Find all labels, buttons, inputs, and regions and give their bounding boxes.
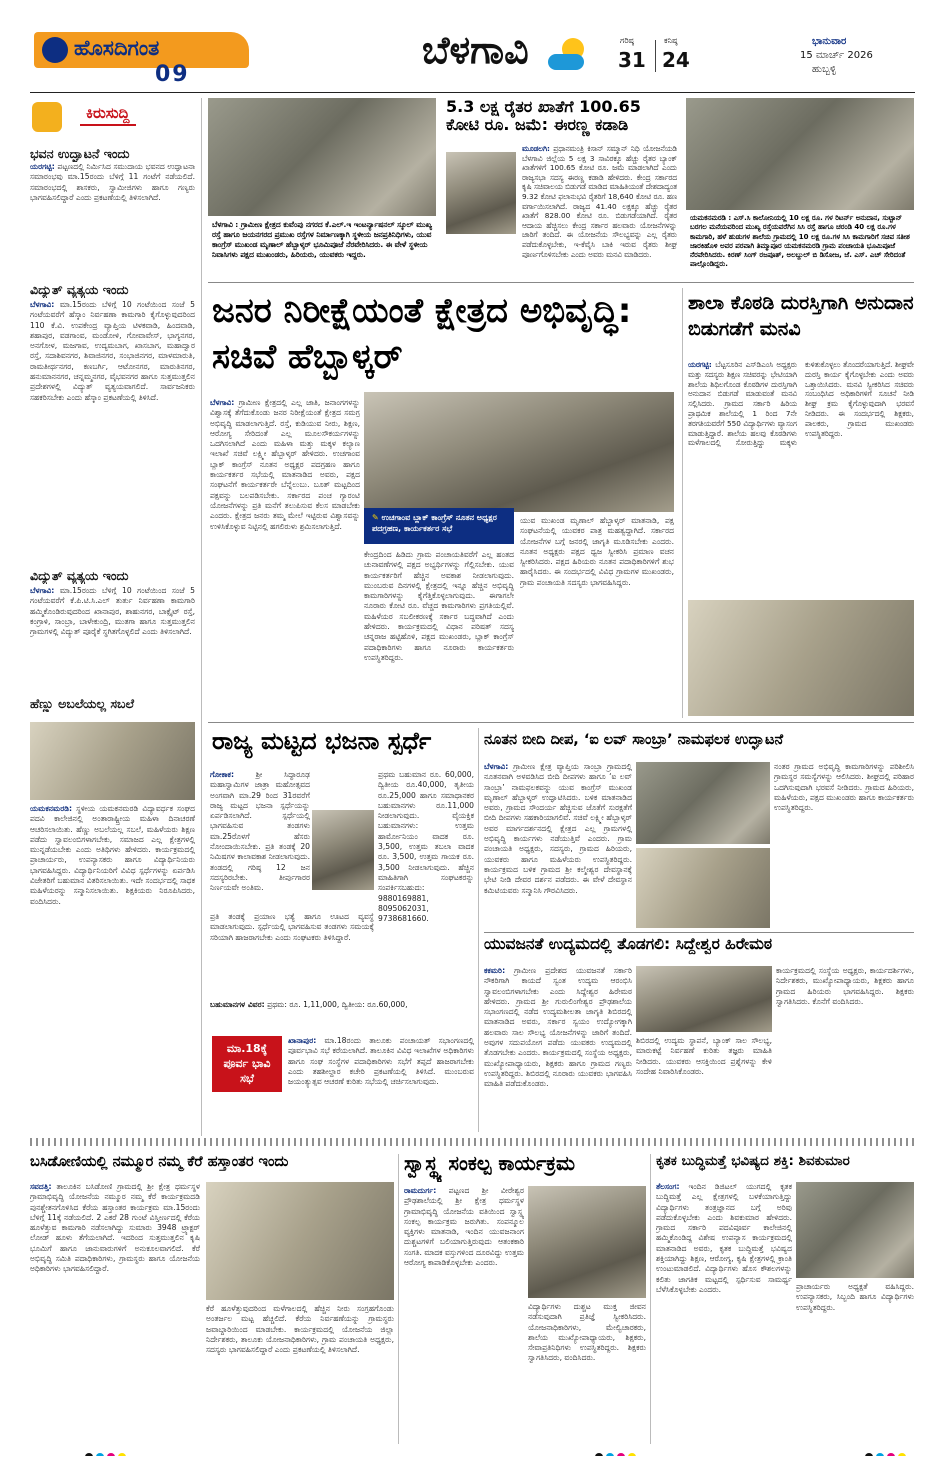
logo-badge: [34, 32, 249, 68]
max-temp-label: ಗರಿಷ್ಠ: [620, 36, 634, 45]
sambra-body-col3: ನಂತರ ಗ್ರಾಮದ ಅಭಿವೃದ್ಧಿ ಕಾಮಗಾರಿಗಳನ್ನು ಪರಿಶೀಲಿಸಿ ಗ್ರಾಮಸ್ಥರ ಸಮಸ್ಯೆಗಳನ್ನು ಆಲಿಸಿದರು. ಶೀಘ್ರದಲ್ಲಿ ಪರಿಹಾರ ಒದಗಿಸುವುದಾಗಿ ಭರವಸೆ ನೀಡಿದರು. ಗ್ರಾಮದ ಹಿರಿಯರು, ಮಹಿಳೆಯರು, ಪಕ್ಷದ ಮುಖಂಡರು ಹಾಗೂ ಕಾರ್ಯಕರ್ತರು ಉಪಸ್ಥಿತರಿದ್ದರು.: [774, 762, 914, 813]
edition-title: ಬೆಳಗಾವಿ: [422, 28, 529, 72]
masthead-rule: [30, 92, 915, 93]
lead-photo-caption: ✎ ಉಚಗಾಂವ ಬ್ಲಾಕ್ ಕಾಂಗ್ರೆಸ್ ನೂತನ ಅಧ್ಯಕ್ಷರ ಪದಗ್ರಹಣ, ಕಾರ್ಯಕರ್ತರ ಸಭೆ: [364, 508, 514, 544]
pencil-icon: ✎: [372, 513, 382, 522]
brief-4-headline: ಹೆಣ್ಣು ಅಬಲೆಯಲ್ಲ ಸಬಲೆ: [30, 696, 135, 711]
sabha-label-box: ಮಾ.18ಕ್ಕೆ ಪೂರ್ವ ಭಾವಿ ಸಭೆ: [212, 1036, 282, 1092]
brief-2-body: ಬೆಳಗಾವಿ: ಮಾ.15ರಂದು ಬೆಳಿಗ್ಗೆ 10 ಗಂಟೆಯಿಂದ ಸಂಜೆ 5 ಗಂಟೆಯವರೆಗೆ ಹೆಸ್ಕಾಂ ನಿರ್ವಹಣಾ ಕಾಮಗಾರಿ ಕೈಗೊಳ್ಳುವುದರಿಂದ 110 ಕೆ.ವಿ. ಉಪಕೇಂದ್ರ ವ್ಯಾಪ್ತಿಯ ಟಿಳಕವಾಡಿ, ಹಿಂದವಾಡಿ, ಶಹಾಪುರ, ವಡಗಾಂವ, ಮಂಡೋಳಿ, ಗೋವಾವೇಸ್, ಭಾಗ್ಯನಗರ, ಅನಗೋಳ, ಮಜಗಾವ, ಉದ್ಯಮಬಾಗ, ಖಾಸಬಾಗ, ಮಹಾದ್ವಾರ ರಸ್ತೆ, ಸದಾಶಿವನಗರ, ಶಿವಾಜಿನಗರ, ಸಂಭಾಜಿನಗರ, ಮಾಳಮಾರುತಿ, ರಾಮತೀರ್ಥನಗರ, ಕಣಬರ್ಗಿ, ಆಟೋನಗರ, ಮಾರುತಿನಗರ, ಹನುಮಾನನಗರ, ಚನ್ನಮ್ಮನಗರ, ವೈಭವನಗರ ಹಾಗೂ ಸುತ್ತಮುತ್ತಲಿನ ಪ್ರದೇಶಗಳಲ್ಲಿ ವಿದ್ಯುತ್ ವ್ಯತ್ಯಯವಾಗಲಿದೆ. ಸಾರ್ವಜನಿಕರು ಸಹಕರಿಸಬೇಕು ಎಂದು ಹೆಸ್ಕಾಂ ಪ್ರಕಟಣೆಯಲ್ಲಿ ತಿಳಿಸಿದೆ.: [30, 300, 195, 402]
womens-day-photo: [30, 722, 195, 800]
kadadi-headline: 5.3 ಲಕ್ಷ ರೈತರ ಖಾತೆಗೆ 100.65 ಕೋಟಿ ರೂ. ಜಮೆ: ಈರಣ್ಣ ಕಡಾಡಿ: [446, 98, 641, 135]
ai-headline: ಕೃತಕ ಬುದ್ಧಿಮತ್ತೆ ಭವಿಷ್ಯದ ಶಕ್ತಿ: ಶಿವಕುಮಾರ: [656, 1154, 850, 1169]
bhajana-body-col1b: ಪ್ರತಿ ತಂಡಕ್ಕೆ ಪ್ರಯಾಣ ಭತ್ಯೆ ಹಾಗೂ ಊಟದ ವ್ಯವಸ್ಥೆ ಮಾಡಲಾಗುವುದು. ಸ್ಪರ್ಧೆಯಲ್ಲಿ ಭಾಗವಹಿಸುವ ತಂಡಗಳು ಸಮಯಕ್ಕೆ ಸರಿಯಾಗಿ ಹಾಜರಾಗಬೇಕು ಎಂದು ಸಂಘಟಕರು ತಿಳಿಸಿದ್ದಾರೆ.: [210, 912, 374, 942]
sambra-headline: ನೂತನ ಬೀದಿ ದೀಪ, ‘ಐ ಲವ್ ಸಾಂಬ್ರಾ’ ನಾಮಫಲಕ ಉದ್ಘಾಟನೆ: [484, 732, 784, 748]
bhajana-body-col2: ಪ್ರಥಮ ಬಹುಮಾನ ರೂ. 60,000, ದ್ವಿತೀಯ ರೂ.40,000, ತೃತೀಯ ರೂ.25,000 ಹಾಗೂ ಸಮಾಧಾನಕರ ಬಹುಮಾನಗಳು ರೂ.11,000 ನೀಡಲಾಗುವುದು. ವೈಯಕ್ತಿಕ ಬಹುಮಾನಗಳು: ಉತ್ತಮ ಹಾರ್ಮೋನಿಯಂ ವಾದಕ ರೂ. 3,500, ಉತ್ತಮ ತಬಲಾ ವಾದಕ ರೂ. 3,500, ಉತ್ತಮ ಗಾಯಕ ರೂ. 3,500 ನೀಡಲಾಗುವುದು. ಹೆಚ್ಚಿನ ಮಾಹಿತಿಗಾಗಿ ಸಂಘಟಕರನ್ನು ಸಂಪರ್ಕಿಸಬಹುದು: 9880169881, 8095062031, 9738681660.: [378, 770, 474, 924]
brief-3-headline: ವಿದ್ಯುತ್ ವ್ಯತ್ಯಯ ಇಂದು: [30, 568, 129, 583]
health-body-col1: ರಾಮದುರ್ಗ: ಪಟ್ಟಣದ ಶ್ರೀ ವೀರೇಶ್ವರ ಪ್ರೌಢಶಾಲೆಯಲ್ಲಿ ಶ್ರೀ ಕ್ಷೇತ್ರ ಧರ್ಮಸ್ಥಳ ಗ್ರಾಮಾಭಿವೃದ್ಧಿ ಯೋಜನೆಯ ವತಿಯಿಂದ ಸ್ವಾಸ್ಥ್ಯ ಸಂಕಲ್ಪ ಕಾರ್ಯಕ್ರಮ ಜರುಗಿತು. ಸಂಪನ್ಮೂಲ ವ್ಯಕ್ತಿಗಳು ಮಾತನಾಡಿ, ಇಂದಿನ ಯುವಜನಾಂಗ ದುಶ್ಚಟಗಳಿಗೆ ಬಲಿಯಾಗುತ್ತಿರುವುದು ಆತಂಕಕಾರಿ ಸಂಗತಿ. ಮಾದಕ ವಸ್ತುಗಳಿಂದ ದೂರವಿದ್ದು ಉತ್ತಮ ಆರೋಗ್ಯ ಕಾಪಾಡಿಕೊಳ್ಳಬೇಕು ಎಂದರು.: [404, 1186, 524, 1268]
logo-emblem-icon: [42, 37, 68, 63]
kere-body-col2: ಕೆರೆ ಹೂಳೆತ್ತುವುದರಿಂದ ಮಳೆಗಾಲದಲ್ಲಿ ಹೆಚ್ಚಿನ ನೀರು ಸಂಗ್ರಹಗೊಂಡು ಅಂತರ್ಜಲ ಮಟ್ಟ ಹೆಚ್ಚಲಿದೆ. ಕೆರೆಯ ನಿರ್ವಹಣೆಯನ್ನು ಗ್ರಾಮಸ್ಥರು ಜವಾಬ್ದಾರಿಯಿಂದ ಮಾಡಬೇಕು. ಕಾರ್ಯಕ್ರಮದಲ್ಲಿ ಯೋಜನೆಯ ಜಿಲ್ಲಾ ನಿರ್ದೇಶಕರು, ತಾಲೂಕು ಯೋಜನಾಧಿಕಾರಿಗಳು, ಗ್ರಾಮ ಪಂಚಾಯತಿ ಅಧ್ಯಕ್ಷರು, ಸದಸ್ಯರು ಭಾಗವಹಿಸಲಿದ್ದಾರೆ ಎಂದು ಪ್ರಕಟಣೆಯಲ್ಲಿ ತಿಳಿಸಲಾಗಿದೆ.: [206, 1304, 394, 1355]
brief-3-body: ಬೆಳಗಾವಿ: ಮಾ.15ರಂದು ಬೆಳಿಗ್ಗೆ 10 ಗಂಟೆಯಿಂದ ಸಂಜೆ 5 ಗಂಟೆಯವರೆಗೆ ಕೆ.ಪಿ.ಟಿ.ಸಿ.ಎಲ್ ತುರ್ತು ನಿರ್ವಹಣಾ ಕಾಮಗಾರಿ ಹಮ್ಮಿಕೊಂಡಿರುವುದರಿಂದ ಖಾನಾಪುರ, ಶಾಹುನಗರ, ಬಾಕ್ಸೈಟ್ ರಸ್ತೆ, ಕಂಗ್ರಾಳಿ, ಸಾಂಬ್ರಾ, ಬಾಳೇಕುಂದ್ರಿ, ಮುತಗಾ ಹಾಗೂ ಸುತ್ತಮುತ್ತಲಿನ ಗ್ರಾಮಗಳಲ್ಲಿ ವಿದ್ಯುತ್ ಪೂರೈಕೆ ಸ್ಥಗಿತಗೊಳ್ಳಲಿದೆ ಎಂದು ತಿಳಿಸಲಾಗಿದೆ.: [30, 586, 195, 637]
school-photo: [688, 600, 914, 716]
kere-body-col1: ಸವದತ್ತಿ: ತಾಲೂಕಿನ ಬಸಿಡೋಣಿ ಗ್ರಾಮದಲ್ಲಿ ಶ್ರೀ ಕ್ಷೇತ್ರ ಧರ್ಮಸ್ಥಳ ಗ್ರಾಮಾಭಿವೃದ್ಧಿ ಯೋಜನೆಯ ನಮ್ಮೂರ ನಮ್ಮ ಕೆರೆ ಕಾರ್ಯಕ್ರಮದಡಿ ಪುನಶ್ಚೇತನಗೊಳಿಸಿದ ಕೆರೆಯ ಹಸ್ತಾಂತರ ಕಾರ್ಯಕ್ರಮ ಮಾ.15ರಂದು ಬೆಳಿಗ್ಗೆ 11ಕ್ಕೆ ನಡೆಯಲಿದೆ. 2 ಎಕರೆ 28 ಗುಂಟೆ ವಿಸ್ತೀರ್ಣದಲ್ಲಿ ಕೆರೆಯ ಹೂಳೆತ್ತುವ ಕಾಮಗಾರಿ ನಡೆಸಲಾಗಿದ್ದು ಸುಮಾರು 3948 ಟ್ರ್ಯಾಕ್ಟರ್ ಲೋಡ್ ಹೂಳು ತೆಗೆಯಲಾಗಿದೆ. ಇದರಿಂದ ಸುತ್ತಮುತ್ತಲಿನ ಕೃಷಿ ಭೂಮಿಗೆ ಹಾಗೂ ಜಾನುವಾರುಗಳಿಗೆ ಅನುಕೂಲವಾಗಲಿದೆ. ಕೆರೆ ಅಭಿವೃದ್ಧಿ ಸಮಿತಿ ಪದಾಧಿಕಾರಿಗಳು, ಗ್ರಾಮಸ್ಥರು ಹಾಗೂ ಯೋಜನೆಯ ಅಧಿಕಾರಿಗಳು ಭಾಗವಹಿಸಲಿದ್ದಾರೆ.: [30, 1182, 200, 1274]
bhajana-prizes: ಬಹುಮಾನಗಳ ವಿವರ: ಪ್ರಥಮ: ರೂ. 1,11,000, ದ್ವಿತೀಯ: ರೂ.60,000,: [210, 1000, 408, 1009]
bhajana-portrait: [312, 810, 374, 890]
ai-photo: [796, 1182, 914, 1278]
sabha-body: ಖಾನಾಪುರ: ಮಾ.18ರಂದು ತಾಲೂಕು ಪಂಚಾಯತ್ ಸಭಾಂಗಣದಲ್ಲಿ ಪೂರ್ವಭಾವಿ ಸಭೆ ಕರೆಯಲಾಗಿದೆ. ತಾಲೂಕಿನ ವಿವಿಧ ಇಲಾಖೆಗಳ ಅಧಿಕಾರಿಗಳು ಹಾಗೂ ಸಂಘ ಸಂಸ್ಥೆಗಳ ಪದಾಧಿಕಾರಿಗಳು ಸಭೆಗೆ ತಪ್ಪದೆ ಹಾಜರಾಗಬೇಕು ಎಂದು ತಹಶೀಲ್ದಾರ ಕಚೇರಿ ಪ್ರಕಟಣೆಯಲ್ಲಿ ತಿಳಿಸಿದೆ. ಮುಂಬರುವ ಜಯಂತ್ಯುತ್ಸವ ಆಚರಣೆ ಕುರಿತು ಸಭೆಯಲ್ಲಿ ಚರ್ಚಿಸಲಾಗುವುದು.: [288, 1036, 474, 1087]
brief-1-body: ಯರಗಟ್ಟಿ: ಪಟ್ಟಣದಲ್ಲಿ ನಿರ್ಮಿಸಿದ ಸಮುದಾಯ ಭವನದ ಉದ್ಘಾಟನಾ ಸಮಾರಂಭವು ಮಾ.15ರಂದು ಬೆಳಿಗ್ಗೆ 11 ಗಂಟೆಗೆ ನಡೆಯಲಿದೆ. ಸಮಾರಂಭದಲ್ಲಿ ಶಾಸಕರು, ಸ್ವಾಮೀಜಿಗಳು ಹಾಗೂ ಗಣ್ಯರು ಭಾಗವಹಿಸಲಿದ್ದಾರೆ ಎಂದು ಪ್ರಕಟಣೆಯಲ್ಲಿ ತಿಳಿಸಲಾಗಿದೆ.: [30, 162, 195, 202]
date: 15 ಮಾರ್ಚ್ 2026: [800, 50, 873, 61]
kiru-suddi-column: [30, 98, 195, 723]
lead-photo: [364, 392, 674, 512]
lead-body-col2: ಕೇಂದ್ರದಿಂದ ಹಿಡಿದು ಗ್ರಾಮ ಪಂಚಾಯತಿವರೆಗೆ ಎಲ್ಲ ಹಂತದ ಚುನಾವಣೆಗಳಲ್ಲಿ ಪಕ್ಷದ ಅಭ್ಯರ್ಥಿಗಳನ್ನು ಗೆಲ್ಲಿಸಬೇಕು. ಯುವ ಕಾರ್ಯಕರ್ತರಿಗೆ ಹೆಚ್ಚಿನ ಅವಕಾಶ ನೀಡಲಾಗುವುದು. ಮುಂಬರುವ ದಿನಗಳಲ್ಲಿ ಕ್ಷೇತ್ರದಲ್ಲಿ ಇನ್ನೂ ಹೆಚ್ಚಿನ ಅಭಿವೃದ್ಧಿ ಕಾಮಗಾರಿಗಳನ್ನು ಕೈಗೆತ್ತಿಕೊಳ್ಳಲಾಗುವುದು. ಈಗಾಗಲೇ ನೂರಾರು ಕೋಟಿ ರೂ. ವೆಚ್ಚದ ಕಾಮಗಾರಿಗಳು ಪ್ರಗತಿಯಲ್ಲಿವೆ. ಮಹಿಳೆಯರ ಸಬಲೀಕರಣಕ್ಕೆ ಸರ್ಕಾರ ಬದ್ಧವಾಗಿದೆ ಎಂದು ಹೇಳಿದರು. ಕಾರ್ಯಕ್ರಮದಲ್ಲಿ ವಿಧಾನ ಪರಿಷತ್ ಸದಸ್ಯ ಚನ್ನರಾಜ ಹಟ್ಟಿಹೊಳಿ, ಪಕ್ಷದ ಮುಖಂಡರು, ಬ್ಲಾಕ್ ಕಾಂಗ್ರೆಸ್ ಪದಾಧಿಕಾರಿಗಳು ಹಾಗೂ ನೂರಾರು ಕಾರ್ಯಕರ್ತರು ಉಪಸ್ಥಿತರಿದ್ದರು.: [364, 550, 514, 662]
kiru-label: ಕಿರುಸುದ್ದಿ: [80, 104, 136, 126]
brief-2-headline: ವಿದ್ಯುತ್ ವ್ಯತ್ಯಯ ಇಂದು: [30, 282, 129, 297]
sc-colony-photo: [686, 98, 914, 210]
yuva-body-col3: ಕಾರ್ಯಕ್ರಮದಲ್ಲಿ ಸಂಸ್ಥೆಯ ಅಧ್ಯಕ್ಷರು, ಕಾರ್ಯದರ್ಶಿಗಳು, ನಿರ್ದೇಶಕರು, ಮುಖ್ಯೋಪಾಧ್ಯಾಯರು, ಶಿಕ್ಷಕರು ಹಾಗೂ ಗ್ರಾಮದ ಹಿರಿಯರು ಭಾಗವಹಿಸಿದ್ದರು. ಶಿಕ್ಷಕರು ಸ್ವಾಗತಿಸಿದರು. ಕೊನೆಗೆ ವಂದಿಸಿದರು.: [776, 966, 914, 1006]
brief-4-body: ಯಮಕನಮರಡಿ: ಸ್ಥಳೀಯ ಯಮಕನಮರಡಿ ವಿದ್ಯಾವರ್ಧಕ ಸಂಘದ ಪದವಿ ಕಾಲೇಜಿನಲ್ಲಿ ಅಂತಾರಾಷ್ಟ್ರೀಯ ಮಹಿಳಾ ದಿನಾಚರಣೆ ಆಚರಿಸಲಾಯಿತು. ಹೆಣ್ಣು ಅಬಲೆಯಲ್ಲ ಸಬಲೆ, ಮಹಿಳೆಯರು ಶಿಕ್ಷಣ ಪಡೆದು ಸ್ವಾವಲಂಬಿಗಳಾಗಬೇಕು, ಸಮಾಜದ ಎಲ್ಲ ಕ್ಷೇತ್ರಗಳಲ್ಲಿ ಮುನ್ನಡೆಯಬೇಕು ಎಂದು ಅತಿಥಿಗಳು ಹೇಳಿದರು. ಕಾರ್ಯಕ್ರಮದಲ್ಲಿ ಪ್ರಾಚಾರ್ಯರು, ಉಪನ್ಯಾಸಕರು ಹಾಗೂ ವಿದ್ಯಾರ್ಥಿನಿಯರು ಭಾಗವಹಿಸಿದ್ದರು. ವಿದ್ಯಾರ್ಥಿನಿಯರಿಗೆ ವಿವಿಧ ಸ್ಪರ್ಧೆಗಳನ್ನು ಏರ್ಪಡಿಸಿ ವಿಜೇತರಿಗೆ ಬಹುಮಾನ ವಿತರಿಸಲಾಯಿತು. ಇದೇ ಸಂದರ್ಭದಲ್ಲಿ ಸಾಧಕ ಮಹಿಳೆಯರನ್ನು ಸನ್ಮಾನಿಸಲಾಯಿತು. ಶಿಕ್ಷಕಿಯರು ನಿರೂಪಿಸಿದರು, ವಂದಿಸಿದರು.: [30, 804, 195, 906]
min-temp: 24: [662, 48, 690, 72]
day: ಭಾನುವಾರ: [812, 36, 847, 47]
health-photo: [528, 1186, 646, 1298]
registration-marks-3: [865, 1446, 925, 1456]
paper-name: ಹೊಸದಿಗಂತ: [74, 36, 160, 60]
sambra-body-col1: ಬೆಳಗಾವಿ: ಗ್ರಾಮೀಣ ಕ್ಷೇತ್ರ ವ್ಯಾಪ್ತಿಯ ಸಾಂಬ್ರಾ ಗ್ರಾಮದಲ್ಲಿ ನೂತನವಾಗಿ ಅಳವಡಿಸಿದ ಬೀದಿ ದೀಪಗಳು ಹಾಗೂ ‘ಐ ಲವ್ ಸಾಂಬ್ರಾ’ ನಾಮಫಲಕವನ್ನು ಯುವ ಕಾಂಗ್ರೆಸ್ ಮುಖಂಡ ಮೃಣಾಲ್ ಹೆಬ್ಬಾಳ್ಕರ್ ಉದ್ಘಾಟಿಸಿದರು. ಬಳಿಕ ಮಾತನಾಡಿದ ಅವರು, ಗ್ರಾಮದ ಸೌಂದರ್ಯ ಹೆಚ್ಚಿಸುವ ಜೊತೆಗೆ ಸುರಕ್ಷತೆಗೆ ಬೀದಿ ದೀಪಗಳು ಸಹಕಾರಿಯಾಗಲಿವೆ. ಸಚಿವೆ ಲಕ್ಷ್ಮೀ ಹೆಬ್ಬಾಳ್ಕರ್ ಅವರ ಮಾರ್ಗದರ್ಶನದಲ್ಲಿ ಕ್ಷೇತ್ರದ ಎಲ್ಲ ಗ್ರಾಮಗಳಲ್ಲಿ ಅಭಿವೃದ್ಧಿ ಕಾರ್ಯಗಳು ನಡೆಯುತ್ತಿವೆ ಎಂದರು. ಗ್ರಾಮ ಪಂಚಾಯತಿ ಅಧ್ಯಕ್ಷರು, ಸದಸ್ಯರು, ಗ್ರಾಮದ ಹಿರಿಯರು, ಯುವಕರು ಹಾಗೂ ಮಹಿಳೆಯರು ಉಪಸ್ಥಿತರಿದ್ದರು. ಕಾರ್ಯಕ್ರಮದ ಬಳಿಕ ಗ್ರಾಮದ ಶ್ರೀ ಕಲ್ಮೇಶ್ವರ ದೇವಸ್ಥಾನಕ್ಕೆ ಭೇಟಿ ನೀಡಿ ದೇವರ ದರ್ಶನ ಪಡೆದರು. ಈ ವೇಳೆ ದೇವಸ್ಥಾನ ಕಮಿಟಿಯವರು ಸನ್ಮಾನಿಸಿ ಗೌರವಿಸಿದರು.: [484, 762, 632, 895]
sc-colony-caption: ಯಮಕನಮರಡಿ : ಎಸ್.ಸಿ ಕಾಲೋನಿಯಲ್ಲಿ 10 ಲಕ್ಷ ರೂ. ಗಳ ರಿಟರ್ನ್ ಅನುದಾನ, ಸುಟ್ಟಾನ್ ಬರಗಲ ಮನೆಯವರಿಂದ ಮುಖ್ಯ ರಸ್ತೆಯವರೆಗಿನ ಸಿಸಿ ರಸ್ತೆ ಹಾಗೂ ಚರಂಡಿ 40 ಲಕ್ಷ ರೂ.ಗಳ ಕಾಮಗಾರಿ, ಹಳೆ ಹುಡುಗಳ ಶಾಲೆಯ ಗ್ರಾಮದಲ್ಲಿ 10 ಲಕ್ಷ ರೂ.ಗಳ ಸಿಸಿ ಕಾಮಗಾರಿಗೆ ಸಚಿವ ಸತೀಶ ಜಾರಕಿಹೊಳಿ ಅವರ ಪರವಾಗಿ ತಿಮ್ಮಾಪೂರ ಯಮಕನಮರಡಿ ಗ್ರಾಮ ಪಂಚಾಯತಿ ಭೂಮಿಪೂಜೆ ನೆರವೇರಿಸಿದರು. ಕಿರಣ್ ಸಿಂಗ್ ರಜಪೂತ್, ಅಲಬ್ದುಲ್ ಬಿ ಡಿಸೋಜ, ಜೆ. ಎಸ್. ಎಚ್ ಸೇರಿದಂತೆ ಪಾಲ್ಗೊಂಡಿದ್ದರು.: [686, 212, 914, 278]
yuva-body-col2: ಶಿಬಿರದಲ್ಲಿ ಉದ್ಯಮ ಸ್ಥಾಪನೆ, ಬ್ಯಾಂಕ್ ಸಾಲ ಸೌಲಭ್ಯ, ಮಾರುಕಟ್ಟೆ ನಿರ್ವಹಣೆ ಕುರಿತು ತಜ್ಞರು ಮಾಹಿತಿ ನೀಡಿದರು. ಯುವಕರು ಆಸಕ್ತಿಯಿಂದ ಪ್ರಶ್ನೆಗಳನ್ನು ಕೇಳಿ ಸಂದೇಹ ನಿವಾರಿಸಿಕೊಂಡರು.: [636, 1036, 772, 1076]
min-temp-label: ಕನಿಷ್ಠ: [664, 36, 678, 45]
thumbs-icon: [32, 102, 62, 132]
ai-body-col1: ತೆಲಸಂಗ: ಇಂದಿನ ಡಿಜಿಟಲ್ ಯುಗದಲ್ಲಿ ಕೃತಕ ಬುದ್ಧಿಮತ್ತೆ ಎಲ್ಲ ಕ್ಷೇತ್ರಗಳಲ್ಲಿ ಬಳಕೆಯಾಗುತ್ತಿದ್ದು ವಿದ್ಯಾರ್ಥಿಗಳು ತಂತ್ರಜ್ಞಾನದ ಬಗ್ಗೆ ಅರಿವು ಪಡೆದುಕೊಳ್ಳಬೇಕು ಎಂದು ಶಿವಕುಮಾರ ಹೇಳಿದರು. ಗ್ರಾಮದ ಸರ್ಕಾರಿ ಪದವಿಪೂರ್ವ ಕಾಲೇಜಿನಲ್ಲಿ ಹಮ್ಮಿಕೊಂಡಿದ್ದ ವಿಶೇಷ ಉಪನ್ಯಾಸ ಕಾರ್ಯಕ್ರಮದಲ್ಲಿ ಮಾತನಾಡಿದ ಅವರು, ಕೃತಕ ಬುದ್ಧಿಮತ್ತೆ ಭವಿಷ್ಯದ ಶಕ್ತಿಯಾಗಿದ್ದು ಶಿಕ್ಷಣ, ಆರೋಗ್ಯ, ಕೃಷಿ ಕ್ಷೇತ್ರಗಳಲ್ಲಿ ಕ್ರಾಂತಿ ಉಂಟುಮಾಡಲಿದೆ. ವಿದ್ಯಾರ್ಥಿಗಳು ಹೊಸ ಕೌಶಲಗಳನ್ನು ಕಲಿತು ಜಾಗತಿಕ ಮಟ್ಟದಲ್ಲಿ ಸ್ಪರ್ಧಿಸುವ ಸಾಮರ್ಥ್ಯ ಬೆಳೆಸಿಕೊಳ್ಳಬೇಕು ಎಂದರು.: [656, 1182, 792, 1294]
health-headline: ಸ್ವಾಸ್ಥ್ಯ ಸಂಕಲ್ಪ ಕಾರ್ಯಕ್ರಮ: [404, 1152, 576, 1175]
health-body-col2: ವಿದ್ಯಾರ್ಥಿಗಳು ದುಶ್ಚಟ ಮುಕ್ತ ಜೀವನ ನಡೆಸುವುದಾಗಿ ಪ್ರತಿಜ್ಞೆ ಸ್ವೀಕರಿಸಿದರು. ಯೋಜನಾಧಿಕಾರಿಗಳು, ಮೇಲ್ವಿಚಾರಕರು, ಶಾಲೆಯ ಮುಖ್ಯೋಪಾಧ್ಯಾಯರು, ಶಿಕ್ಷಕರು, ಸೇವಾಪ್ರತಿನಿಧಿಗಳು ಉಪಸ್ಥಿತರಿದ್ದರು. ಶಿಕ್ಷಕರು ಸ್ವಾಗತಿಸಿದರು, ವಂದಿಸಿದರು.: [528, 1302, 646, 1363]
weather-icon: [548, 38, 588, 74]
bottom-divider: [30, 1138, 915, 1146]
registration-marks-2: [595, 1446, 655, 1456]
kere-photo: [206, 1182, 394, 1300]
bhajana-headline: ರಾಜ್ಯ ಮಟ್ಟದ ಭಜನಾ ಸ್ಪರ್ಧೆ: [212, 728, 432, 755]
lead-body-col3: ಯುವ ಮುಖಂಡ ಮೃಣಾಲ್ ಹೆಬ್ಬಾಳ್ಕರ್ ಮಾತನಾಡಿ, ಪಕ್ಷ ಸಂಘಟನೆಯಲ್ಲಿ ಯುವಕರ ಪಾತ್ರ ಮಹತ್ವದ್ದಾಗಿದೆ. ಸರ್ಕಾರದ ಯೋಜನೆಗಳ ಬಗ್ಗೆ ಜನರಲ್ಲಿ ಜಾಗೃತಿ ಮೂಡಿಸಬೇಕು ಎಂದರು. ನೂತನ ಅಧ್ಯಕ್ಷರು ಪಕ್ಷದ ಧ್ವಜ ಸ್ವೀಕರಿಸಿ ಪ್ರಮಾಣ ವಚನ ಸ್ವೀಕರಿಸಿದರು. ಪಕ್ಷದ ಹಿರಿಯರು ನೂತನ ಪದಾಧಿಕಾರಿಗಳಿಗೆ ಶುಭ ಹಾರೈಸಿದರು. ಈ ಸಂದರ್ಭದಲ್ಲಿ ವಿವಿಧ ಗ್ರಾಮಗಳ ಮುಖಂಡರು, ಗ್ರಾಮ ಪಂಚಾಯತಿ ಸದಸ್ಯರು ಭಾಗವಹಿಸಿದ್ದರು.: [520, 516, 674, 587]
bhajana-body-col1: ಗೋಕಾಕ: ಶ್ರೀ ಸಿದ್ಧಾರೂಢ ಮಹಾಸ್ವಾಮಿಗಳ ಜಾತ್ರಾ ಮಹೋತ್ಸವದ ಅಂಗವಾಗಿ ಮಾ.29 ರಿಂದ 31ರವರೆಗೆ ರಾಜ್ಯ ಮಟ್ಟದ ಭಜನಾ ಸ್ಪರ್ಧೆಯನ್ನು ಏರ್ಪಡಿಸಲಾಗಿದೆ. ಸ್ಪರ್ಧೆಯಲ್ಲಿ ಭಾಗವಹಿಸುವ ತಂಡಗಳು ಮಾ.25ರೊಳಗೆ ಹೆಸರು ನೋಂದಾಯಿಸಬೇಕು. ಪ್ರತಿ ತಂಡಕ್ಕೆ 20 ನಿಮಿಷಗಳ ಕಾಲಾವಕಾಶ ನೀಡಲಾಗುವುದು. ತಂಡದಲ್ಲಿ ಗರಿಷ್ಠ 12 ಜನ ಸದಸ್ಯರಿರಬೇಕು. ತೀರ್ಪುಗಾರರ ನಿರ್ಣಯವೇ ಅಂತಿಮ.: [210, 770, 310, 893]
city: ಹುಬ್ಬಳ್ಳಿ: [812, 64, 837, 75]
kiru-header: [30, 100, 195, 134]
masthead: [0, 0, 945, 96]
sambra-photo-2: [636, 848, 770, 928]
yuva-photo: [636, 966, 772, 1032]
road-bhoomipuja-photo: [208, 98, 436, 216]
yuva-body-col1: ಕಕಮರಿ: ಗ್ರಾಮೀಣ ಪ್ರದೇಶದ ಯುವಜನತೆ ಸರ್ಕಾರಿ ನೌಕರಿಗಾಗಿ ಕಾಯದೆ ಸ್ವಂತ ಉದ್ಯಮ ಆರಂಭಿಸಿ ಸ್ವಾವಲಂಬಿಗಳಾಗಬೇಕು ಎಂದು ಸಿದ್ದೇಶ್ವರ ಹಿರೇಮಠ ಹೇಳಿದರು. ಗ್ರಾಮದ ಶ್ರೀ ಗುರುಲಿಂಗೇಶ್ವರ ಪ್ರೌಢಶಾಲೆಯ ಸಭಾಂಗಣದಲ್ಲಿ ನಡೆದ ಉದ್ಯಮಶೀಲತಾ ಜಾಗೃತಿ ಶಿಬಿರದಲ್ಲಿ ಮಾತನಾಡಿದ ಅವರು, ಸರ್ಕಾರ ಸ್ವಯಂ ಉದ್ಯೋಗಕ್ಕಾಗಿ ಹಲವಾರು ಸಾಲ ಸೌಲಭ್ಯ ಯೋಜನೆಗಳನ್ನು ಜಾರಿಗೆ ತಂದಿದೆ. ಅವುಗಳ ಸದುಪಯೋಗ ಪಡೆದು ಯುವಕರು ಉದ್ಯಮದಲ್ಲಿ ತೊಡಗಬೇಕು ಎಂದರು. ಕಾರ್ಯಕ್ರಮದಲ್ಲಿ ಸಂಸ್ಥೆಯ ಅಧ್ಯಕ್ಷರು, ಮುಖ್ಯೋಪಾಧ್ಯಾಯರು, ಶಿಕ್ಷಕರು ಹಾಗೂ ಗ್ರಾಮದ ಗಣ್ಯರು ಉಪಸ್ಥಿತರಿದ್ದರು. ಶಿಬಿರದಲ್ಲಿ ನೂರಾರು ಯುವಕರು ಭಾಗವಹಿಸಿ ಮಾಹಿತಿ ಪಡೆದುಕೊಂಡರು.: [484, 966, 632, 1089]
school-body: ಯರಗಟ್ಟಿ: ಬೆಟ್ಟಸೂರಿನ ಎಸ್‌ಡಿಎಂಸಿ ಅಧ್ಯಕ್ಷರು ಮತ್ತು ಸದಸ್ಯರು ಶಿಕ್ಷಣ ಸಚಿವರನ್ನು ಭೇಟಿಯಾಗಿ ಶಾಲೆಯ ಶಿಥಿಲಗೊಂಡ ಕೊಠಡಿಗಳ ದುರಸ್ತಿಗಾಗಿ ಅನುದಾನ ಬಿಡುಗಡೆ ಮಾಡುವಂತೆ ಮನವಿ ಸಲ್ಲಿಸಿದರು. ಗ್ರಾಮದ ಸರ್ಕಾರಿ ಹಿರಿಯ ಪ್ರಾಥಮಿಕ ಶಾಲೆಯಲ್ಲಿ 1 ರಿಂದ 7ನೇ ತರಗತಿಯವರೆಗೆ 550 ವಿದ್ಯಾರ್ಥಿಗಳು ವ್ಯಾಸಂಗ ಮಾಡುತ್ತಿದ್ದಾರೆ. ಶಾಲೆಯ ಹಲವು ಕೊಠಡಿಗಳು ಮಳೆಗಾಲದಲ್ಲಿ ಸೋರುತ್ತಿದ್ದು ಮಕ್ಕಳು ಕುಳಿತುಕೊಳ್ಳಲು ತೊಂದರೆಯಾಗುತ್ತಿದೆ. ಶೀಘ್ರವೇ ದುರಸ್ತಿ ಕಾರ್ಯ ಕೈಗೊಳ್ಳಬೇಕು ಎಂದು ಅವರು ಒತ್ತಾಯಿಸಿದರು. ಮನವಿ ಸ್ವೀಕರಿಸಿದ ಸಚಿವರು ಸಂಬಂಧಿಸಿದ ಅಧಿಕಾರಿಗಳಿಗೆ ಸೂಚನೆ ನೀಡಿ ಶೀಘ್ರ ಕ್ರಮ ಕೈಗೊಳ್ಳುವುದಾಗಿ ಭರವಸೆ ನೀಡಿದರು. ಈ ಸಂದರ್ಭದಲ್ಲಿ ಶಿಕ್ಷಕರು, ಪಾಲಕರು, ಗ್ರಾಮದ ಮುಖಂಡರು ಉಪಸ್ಥಿತರಿದ್ದರು.: [688, 360, 914, 448]
lead-headline: ಜನರ ನಿರೀಕ್ಷೆಯಂತೆ ಕ್ಷೇತ್ರದ ಅಭಿವೃದ್ಧಿ: ಸಚಿವೆ ಹೆಬ್ಬಾಳ್ಕರ್: [212, 291, 632, 377]
kere-headline: ಬಸಿಡೋಣಿಯಲ್ಲಿ ನಮ್ಮೂರ ನಮ್ಮ ಕೆರೆ ಹಸ್ತಾಂತರ ಇಂದು: [30, 1154, 289, 1170]
sambra-photo-1: [636, 762, 770, 844]
kadadi-body: ಮೂಡಲಗಿ: ಪ್ರಧಾನಮಂತ್ರಿ ಕಿಸಾನ್ ಸಮ್ಮಾನ್ ನಿಧಿ ಯೋಜನೆಯಡಿ ಬೆಳಗಾವಿ ಜಿಲ್ಲೆಯ 5 ಲಕ್ಷ 3 ಸಾವಿರಕ್ಕೂ ಹೆಚ್ಚು ರೈತರ ಬ್ಯಾಂಕ್ ಖಾತೆಗಳಿಗೆ 100.65 ಕೋಟಿ ರೂ. ಜಮೆ ಮಾಡಲಾಗಿದೆ ಎಂದು ರಾಜ್ಯಸಭಾ ಸದಸ್ಯ ಈರಣ್ಣ ಕಡಾಡಿ ಹೇಳಿದರು. ಕೇಂದ್ರ ಸರ್ಕಾರದ ಕೃಷಿ ಸಚಿವಾಲಯ ಬಿಡುಗಡೆ ಮಾಡಿದ ಮಾಹಿತಿಯಂತೆ ದೇಶದಾದ್ಯಂತ 9.32 ಕೋಟಿ ಫಲಾನುಭವಿ ರೈತರಿಗೆ 18,640 ಕೋಟಿ ರೂ. ಹಣ ವರ್ಗಾಯಿಸಲಾಗಿದೆ. ರಾಜ್ಯದ 41.40 ಲಕ್ಷಕ್ಕೂ ಹೆಚ್ಚು ರೈತರ ಖಾತೆಗೆ 828.00 ಕೋಟಿ ರೂ. ಬಿಡುಗಡೆಯಾಗಿದೆ. ರೈತರ ಆದಾಯ ಹೆಚ್ಚಿಸಲು ಕೇಂದ್ರ ಸರ್ಕಾರ ಹಲವಾರು ಯೋಜನೆಗಳನ್ನು ಜಾರಿಗೆ ತಂದಿದೆ. ಈ ಯೋಜನೆಯ ಸೌಲಭ್ಯವನ್ನು ಎಲ್ಲ ರೈತರು ಪಡೆದುಕೊಳ್ಳಬೇಕು, ಇ-ಕೆವೈಸಿ ಬಾಕಿ ಇರುವ ರೈತರು ಶೀಘ್ರ ಪೂರ್ಣಗೊಳಿಸಬೇಕು ಎಂದು ಅವರು ಮನವಿ ಮಾಡಿದರು.: [522, 144, 677, 259]
registration-marks: [85, 1446, 145, 1456]
ai-body-col2: ಪ್ರಾಚಾರ್ಯರು ಅಧ್ಯಕ್ಷತೆ ವಹಿಸಿದ್ದರು. ಉಪನ್ಯಾಸಕರು, ಸಿಬ್ಬಂದಿ ಹಾಗೂ ವಿದ್ಯಾರ್ಥಿಗಳು ಉಪಸ್ಥಿತರಿದ್ದರು.: [796, 1282, 914, 1312]
road-bhoomipuja-caption: ಬೆಳಗಾವಿ : ಗ್ರಾಮೀಣ ಕ್ಷೇತ್ರದ ಕುವೆಂಪು ನಗರದ ಕೆ.ಎಲ್.ಇ ಇಂಟರ್ನ್ಯಾಷನಲ್ ಸ್ಕೂಲ್ ಮುಖ್ಯ ರಸ್ತೆ ಹಾಗೂ ಜಯನಗರದ ಪ್ರಮುಖ ರಸ್ತೆಗಳ ನಿರ್ಮಾಣಕ್ಕಾಗಿ ಸ್ಥಳೀಯ ಜನಪ್ರತಿನಿಧಿಗಳು, ಯುವ ಕಾಂಗ್ರೆಸ್ ಮುಖಂಡ ಮೃಣಾಲ್ ಹೆಬ್ಬಾಳ್ಕರ್ ಭೂಮಿಪೂಜೆ ನೆರವೇರಿಸಿದರು. ಈ ವೇಳೆ ಸ್ಥಳೀಯ ನಿವಾಸಿಗಳು ಪಕ್ಷದ ಮುಖಂಡರು, ಹಿರಿಯರು, ಯುವಕರು ಇದ್ದರು.: [208, 218, 436, 276]
max-temp: 31: [618, 48, 646, 72]
lead-body-col1: ಬೆಳಗಾವಿ: ಗ್ರಾಮೀಣ ಕ್ಷೇತ್ರದಲ್ಲಿ ಎಲ್ಲ ಜಾತಿ, ಜನಾಂಗಗಳನ್ನು ವಿಶ್ವಾಸಕ್ಕೆ ತೆಗೆದುಕೊಂಡು ಜನರ ನಿರೀಕ್ಷೆಯಂತೆ ಕ್ಷೇತ್ರದ ಸಮಗ್ರ ಅಭಿವೃದ್ಧಿ ಮಾಡಲಾಗುತ್ತಿದೆ. ರಸ್ತೆ, ಕುಡಿಯುವ ನೀರು, ಶಿಕ್ಷಣ, ಆರೋಗ್ಯ ಸೇರಿದಂತೆ ಎಲ್ಲ ಮೂಲಸೌಕರ್ಯಗಳನ್ನು ಒದಗಿಸಲಾಗಿದೆ ಎಂದು ಮಹಿಳಾ ಮತ್ತು ಮಕ್ಕಳ ಕಲ್ಯಾಣ ಇಲಾಖೆ ಸಚಿವೆ ಲಕ್ಷ್ಮೀ ಹೆಬ್ಬಾಳ್ಕರ್ ಹೇಳಿದರು. ಉಚಗಾಂವ ಬ್ಲಾಕ್ ಕಾಂಗ್ರೆಸ್ ನೂತನ ಅಧ್ಯಕ್ಷರ ಪದಗ್ರಹಣ ಹಾಗೂ ಕಾರ್ಯಕರ್ತರ ಸಭೆಯಲ್ಲಿ ಮಾತನಾಡಿದ ಅವರು, ಪಕ್ಷದ ಸಂಘಟನೆಗೆ ಕಾರ್ಯಕರ್ತರೇ ಬೆನ್ನೆಲುಬು. ಬೂತ್ ಮಟ್ಟದಿಂದ ಪಕ್ಷವನ್ನು ಬಲಪಡಿಸಬೇಕು. ಸರ್ಕಾರದ ಪಂಚ ಗ್ಯಾರಂಟಿ ಯೋಜನೆಗಳನ್ನು ಪ್ರತಿ ಮನೆಗೆ ತಲುಪಿಸುವ ಕೆಲಸ ಮಾಡಬೇಕು ಎಂದರು. ಕ್ಷೇತ್ರದ ಜನರು ತಮ್ಮ ಮೇಲೆ ಇಟ್ಟಿರುವ ವಿಶ್ವಾಸವನ್ನು ಉಳಿಸಿಕೊಳ್ಳುವ ನಿಟ್ಟಿನಲ್ಲಿ ಹಗಲಿರುಳು ಶ್ರಮಿಸಲಾಗುತ್ತಿದೆ.: [210, 398, 360, 531]
kadadi-portrait: [446, 152, 516, 234]
brief-1-headline: ಭವನ ಉದ್ಘಾಟನೆ ಇಂದು: [30, 146, 130, 161]
page-number: 09: [155, 62, 190, 87]
school-headline: ಶಾಲಾ ಕೊಠಡಿ ದುರಸ್ತಿಗಾಗಿ ಅನುದಾನ ಬಿಡುಗಡೆಗೆ ಮನವಿ: [688, 292, 914, 340]
yuva-headline: ಯುವಜನತೆ ಉದ್ಯಮದಲ್ಲಿ ತೊಡಗಲಿ: ಸಿದ್ದೇಶ್ವರ ಹಿರೇಮಠ: [484, 936, 773, 953]
